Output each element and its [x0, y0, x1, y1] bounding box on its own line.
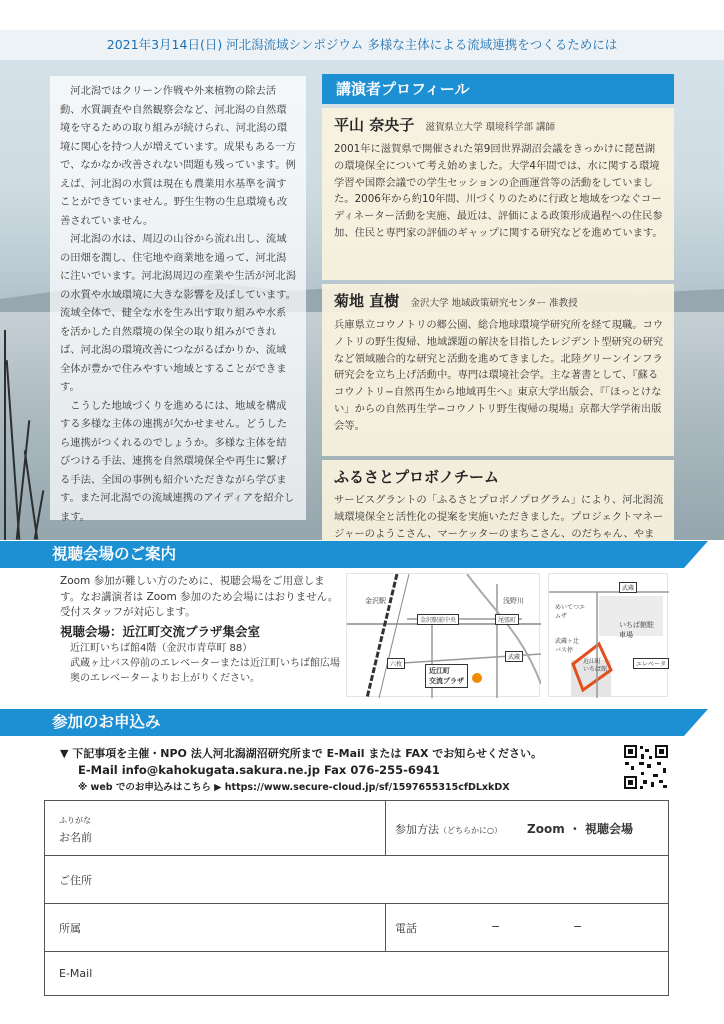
apply-instructions [60, 745, 620, 796]
web-apply-link[interactable]: ※ web でのお申込みはこちら ▶ https://www.secure-cloud.jp/sf/1597655315cfDLxkDX [78, 782, 510, 793]
band-decoration [684, 709, 724, 736]
hall-label-line: 近江町 [583, 658, 602, 665]
email-field[interactable] [125, 957, 655, 991]
intro-paragraph: こうした地域づくりを進めるには、地域を構成する多様な主体の連携が欠かせません。どうしたら連携がつくれるのでしょうか。多様な主体を結びつける手法、連携を自然環境保全や再生に繋げる手法、全国の事例も紹介いただきながら学びます。また河北潟での流域連携のアイディアを紹介します。 [60, 399, 295, 523]
plaza-label-line: 近江町 [429, 667, 450, 675]
venue-title: 視聴会場：近江町交流プラザ集会室 [60, 623, 261, 639]
affiliation-field[interactable] [125, 910, 375, 946]
method-label-text: 参加方法 [395, 823, 439, 836]
application-form [44, 800, 669, 996]
speaker-card [322, 460, 674, 554]
event-title: 2021年3月14日(日) 河北潟流域シンポジウム 多様な主体による流域連携をつくるためには [0, 30, 724, 60]
name-field[interactable] [67, 809, 367, 849]
venue-info [60, 574, 340, 686]
venue-directions: 武蔵ヶ辻バス停前のエレベーターまたは近江町いちば館広場奥のエレベーターよりお上がりください。 [70, 658, 340, 684]
map-stop-label: 金沢駅前中央 [417, 614, 459, 625]
email-label: E-Mail [59, 967, 93, 980]
street-label: めいてつエムザ [555, 604, 586, 620]
form-row-email [45, 952, 668, 997]
speaker-bio: 2001年に滋賀県で開催された第9回世界湖沼会議をきっかけに琵琶湖の環境保全について考え始めました。大学4年間では、水に関する環境学習や国際会議での学生セッションの企画運営等の活動をしていました。2006年から約10年間、川づくりのために行政と地域をつなぐコーディネーター活動を実施、最近は、評価による政策形成過程への住民参加、住民と専門家の評価のギャップに関する研究などを進めています。 [334, 143, 663, 239]
intro-panel [50, 76, 306, 523]
contact-line[interactable]: E-Mail info@kahokugata.sakura.ne.jp Fax 076-255-6941 [78, 763, 440, 777]
hall-label [583, 658, 607, 674]
speaker-card [322, 108, 674, 280]
plaza-label-line: 交流プラザ [429, 677, 464, 685]
map-stop-label: 武蔵 [619, 582, 637, 593]
speaker-bio: 兵庫県立コウノトリの郷公園、総合地球環境学研究所を経て現職。コウノトリの野生復帰、地域課題の解決を目指したレジデント型研究の研究など領域融合的な研究と活動を進めてきました。北陸グリーンインフラ研究会を立ち上げ活動中。専門は環境社会学。主な著書として、『蘇るコウノトリ−自然再生から地域再生へ』東京大学出版会、『「ほっとけない」からの自然再生学−コウノトリ野生復帰の現場』京都大学学術出版会等。 [334, 319, 664, 432]
map-stop-label: 武蔵 [505, 651, 523, 662]
river-label: 浅野川 [503, 597, 524, 605]
elevator-label: エレベータ [633, 658, 669, 669]
furigana-label: ふりがな [59, 816, 91, 825]
speaker-affiliation: 金沢大学 地域政策研究センター 准教授 [410, 298, 578, 309]
method-hint: （どちらかに○） [439, 826, 502, 835]
phone-separator: − [573, 920, 583, 933]
parking-label: いちば館駐車場 [619, 621, 654, 639]
form-row-address [45, 856, 668, 904]
speaker-card [322, 284, 674, 456]
form-row-name [45, 801, 668, 856]
method-label [395, 821, 502, 837]
venue-header-text: 視聴会場のご案内 [52, 545, 177, 563]
bus-stop-label: 武蔵ヶ辻バス停 [555, 638, 580, 654]
name-label: お名前 [59, 831, 92, 844]
phone-separator: − [491, 920, 501, 933]
apply-section-header [0, 709, 724, 736]
profile-header: 講演者プロフィール [322, 74, 674, 104]
speaker-profiles [322, 74, 674, 554]
apply-header-text: 参加のお申込み [52, 713, 161, 731]
station-label: 金沢駅 [365, 597, 386, 605]
venue-address: 近江町いちば館4階（金沢市青草町 88） [70, 643, 253, 654]
venue-section-header [0, 541, 724, 568]
speaker-bio: サービスグラントの「ふるさとプロボノプログラム」により、河北潟流域環境保全と活性化の提案を実施いただきました。プロジェクトマネージャーのようこさん、マーケッターのまちこさん、のだちゃん、やま [334, 494, 664, 540]
speaker-affiliation: 滋賀県立大学 環境科学部 講師 [425, 122, 556, 133]
form-row-affiliation [45, 904, 668, 952]
method-options[interactable]: Zoom ・ 視聴会場 [527, 822, 634, 836]
form-divider [385, 801, 386, 855]
qr-code[interactable] [623, 744, 669, 790]
speaker-name: ふるさとプロボノチーム [334, 468, 500, 486]
phone-field[interactable] [425, 910, 661, 946]
speaker-name: 菊地 直樹 [334, 292, 400, 310]
apply-line: ▼ 下記事項を主催・NPO 法人河北潟湖沼研究所まで E-Mail または FAX でお知らせください。 [60, 747, 542, 760]
map-stop-label: 尾張町 [495, 614, 519, 625]
qr-code-graphic [623, 744, 669, 790]
map-stop-label: 六枚 [387, 658, 405, 669]
speaker-name: 平山 奈央子 [334, 116, 415, 134]
phone-label: 電話 [395, 922, 417, 935]
detail-map [548, 573, 668, 697]
address-label: ご住所 [59, 874, 92, 887]
affiliation-label: 所属 [59, 922, 81, 935]
venue-note: Zoom 参加が難しい方のために、視聴会場をご用意します。なお講演者は Zoom 参加のため会場にはおりません。受付スタッフが対応します。 [60, 575, 339, 618]
hall-label-line: いちば館 [583, 666, 608, 673]
area-map [346, 573, 540, 697]
form-divider [385, 904, 386, 951]
address-field[interactable] [125, 862, 655, 898]
intro-paragraph: 河北潟ではクリーン作戦や外来植物の除去活動、水質調査や自然観察会など、河北潟の自然環境を守るための取り組みが続けられ、河北潟の環境に関心を持つ人が増えています。成果もある一方で、なかなか改善されない問題も残っています。例えば、河北潟の水質は現在も農業用水基準を満すことができていません。野生生物の生息環境も改善されていません。 [60, 85, 297, 227]
plaza-label [425, 664, 468, 688]
band-decoration [684, 541, 724, 568]
intro-paragraph: 河北潟の水は、周辺の山谷から流れ出し、流域の田畑を潤し、住宅地や商業地を通って、河北潟に注いでいます。河北潟周辺の産業や生活が河北潟の水質や水域環境に大きな影響を及ぼしています。流域全体で、健全な水を生み出す取り組みや水系を活かした自然環境の保全の取り組みができれば、河北潟の環境改善につながるばかりか、流域全体が豊かで住みやすい地域とすることができます。 [60, 233, 297, 393]
